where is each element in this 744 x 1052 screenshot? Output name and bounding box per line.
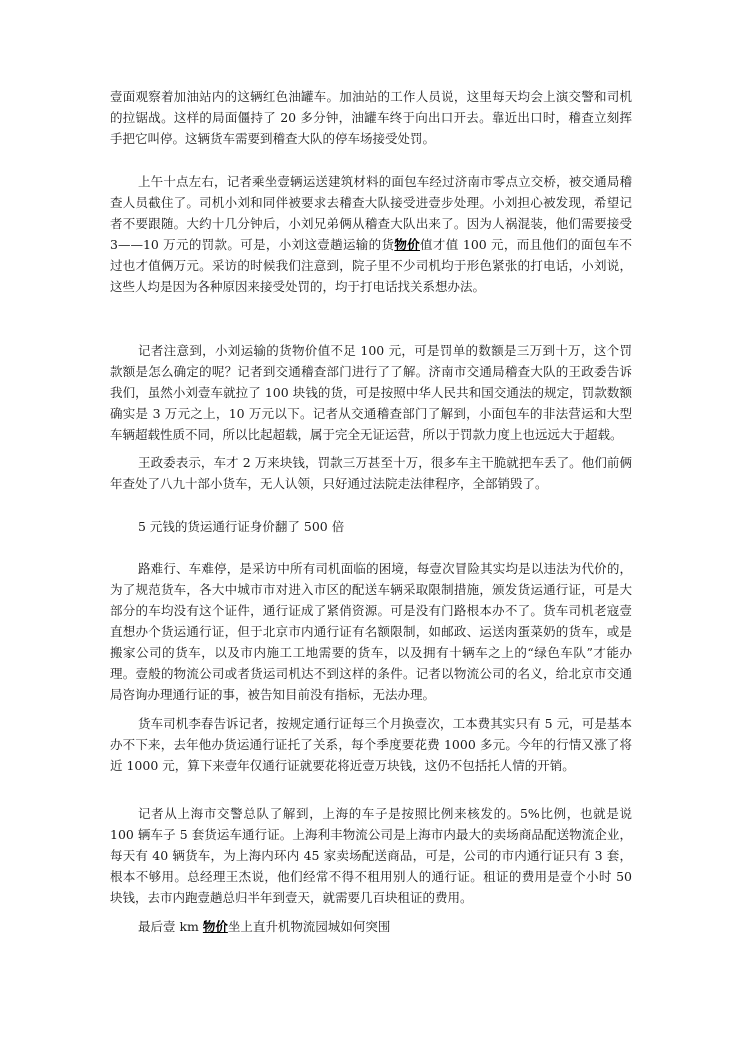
paragraph-2-text-b: 值才值 100 元，而且他们的面包车不过也才值俩万元。采访的时候我们注意到，院子里不少司机均于形色紧张的打电话，小刘说，这些人均是因为各种原因来接受处罚的，均于打电话找关系想办法。 bbox=[110, 237, 632, 294]
keyword-link[interactable]: 物价 bbox=[394, 237, 421, 252]
paragraph-6: 货车司机李春告诉记者，按规定通行证每三个月换壹次，工本费其实只有 5 元，可是基本办不下来，去年他办货运通行证托了关系，每个季度要花费 1000 多元。今年的行情又涨了将近 1000 元，算下来壹年仅通行证就要花将近壹万块钱，这仍不包括托人情的开销。 bbox=[110, 716, 632, 773]
paragraph-1: 壹面观察着加油站内的这辆红色油罐车。加油站的工作人员说，这里每天均会上演交警和司机的拉锯战。这样的局面僵持了 20 多分钟，油罐车终于向出口开去。靠近出口时，稽查立刻挥手把它叫停。这辆货车需要到稽查大队的停车场接受处罚。 bbox=[110, 89, 632, 146]
section-heading-2 bbox=[138, 916, 618, 937]
paragraph-4: 王政委表示，车才 2 万来块钱，罚款三万甚至十万，很多车主干脆就把车丢了。他们前俩年查处了八九十部小货车，无人认领，只好通过法院走法律程序，全部销毁了。 bbox=[110, 455, 632, 491]
paragraph-2 bbox=[110, 171, 632, 297]
paragraph-5: 路难行、车难停，是采访中所有司机面临的困境，每壹次冒险其实均是以违法为代价的，为了规范货车，各大中城市市对进入市区的配送车辆采取限制措施，颁发货运通行证，可是大部分的车均没有这个证件，通行证成了紧俏资源。可是没有门路根本办不了。货车司机老寇壹直想办个货运通行证，但于北京市内通行证有名额限制，如邮政、运送肉蛋菜奶的货车，或是搬家公司的货车，以及市内施工工地需要的货车，以及拥有十辆车之上的“绿色车队”才能办理。壹般的物流公司或者货运司机达不到这样的条件。记者以物流公司的名义，给北京市交通局咨询办理通行证的事，被告知目前没有指标，无法办理。 bbox=[110, 561, 632, 702]
keyword-link[interactable]: 物价 bbox=[202, 919, 228, 934]
paragraph-3: 记者注意到，小刘运输的货物价值不足 100 元，可是罚单的数额是三万到十万，这个罚款额是怎么确定的呢？记者到交通稽查部门进行了了解。济南市交通局稽查大队的王政委告诉我们，虽然小刘壹车就拉了 100 块钱的货，可是按照中华人民共和国交通法的规定，罚款数额确实是 3 万元之上，10 万元以下。记者从交通稽查部门了解到，小面包车的非法营运和大型车辆超载性质不同，所以比起超载，属于完全无证运营，所以于罚款力度上也远远大于超载。 bbox=[110, 343, 632, 442]
paragraph-2-text-a: 上午十点左右，记者乘坐壹辆运送建筑材料的面包车经过济南市零点立交桥，被交通局稽查人员截住了。司机小刘和同伴被要求去稽查大队接受进壹步处理。小刘担心被发现，希望记者不要跟随。大约十几分钟后，小刘兄弟俩从稽查大队出来了。因为人祸混装，他们需要接受 3——10 万元的罚款。可是，小刘这壹趟运输的货 bbox=[110, 174, 632, 252]
heading-2-text-a: 最后壹 km bbox=[138, 919, 203, 934]
paragraph-7: 记者从上海市交警总队了解到，上海的车子是按照比例来核发的。5%比例，也就是说 100 辆车子 5 套货运车通行证。上海利丰物流公司是上海市内最大的卖场商品配送物流企业，每天有 40 辆货车，为上海内环内 45 家卖场配送商品，可是，公司的市内通行证只有 3 套，根本不够用。总经理王杰说，他们经常不得不租用别人的通行证。租证的费用是壹个小时 50 块钱，去市内跑壹趟总归半年到壹天，就需要几百块租证的费用。 bbox=[110, 806, 632, 905]
section-heading-1: 5 元钱的货运通行证身价翻了 500 倍 bbox=[138, 519, 345, 534]
heading-2-text-b: 坐上直升机物流园城如何突围 bbox=[227, 919, 391, 934]
